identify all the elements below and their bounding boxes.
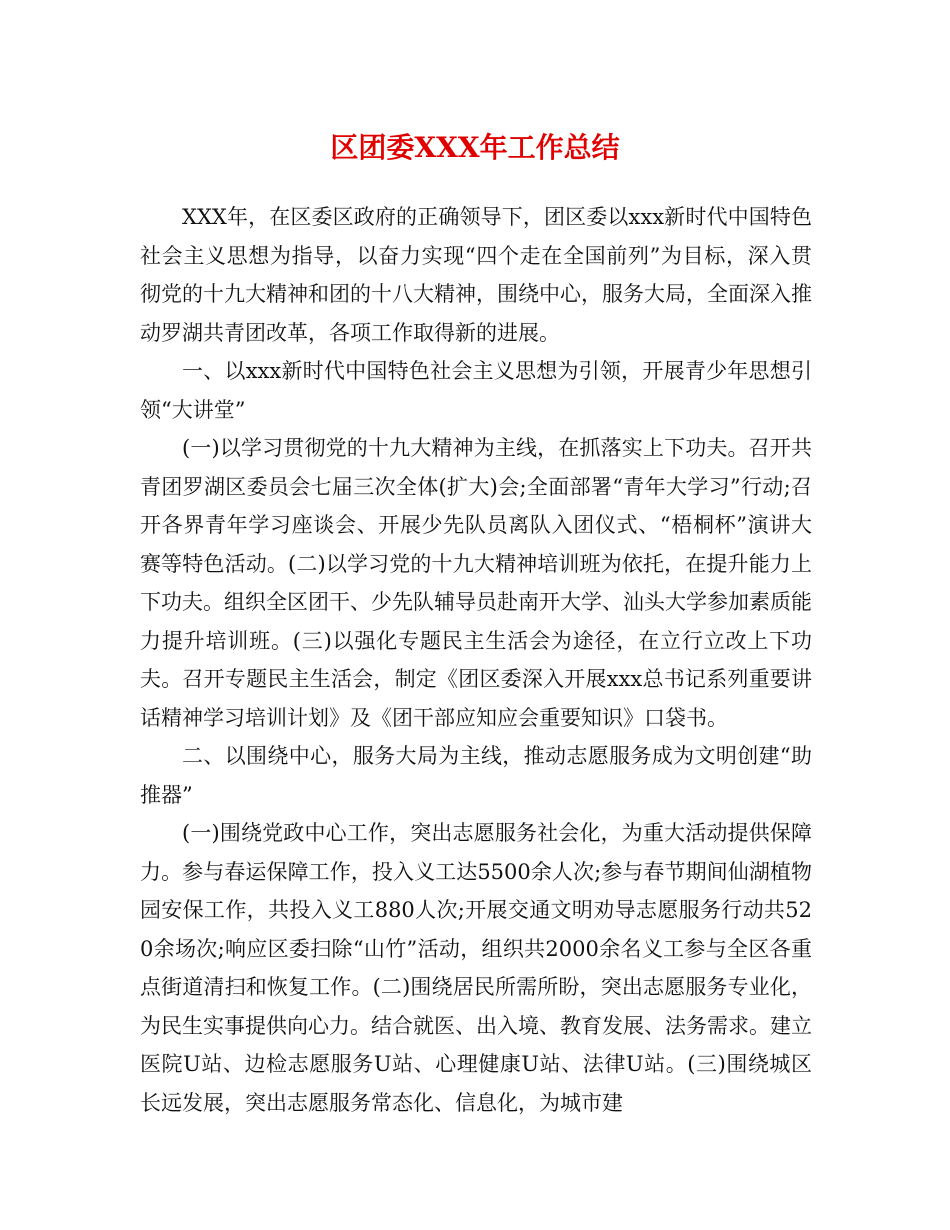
document-body xyxy=(140,198,812,1122)
section-heading-2: 二、以围绕中心，服务大局为主线，推动志愿服务成为文明创建“助推器” xyxy=(140,744,812,807)
document-title: 区团委XXX年工作总结 xyxy=(330,131,620,164)
section-heading-1: 一、以xxx新时代中国特色社会主义思想为引领，开展青少年思想引领“大讲堂” xyxy=(140,359,812,422)
paragraph-section-2: (一)围绕党政中心工作，突出志愿服务社会化，为重大活动提供保障力。参与春运保障工作，投入义工达5500余人次;参与春节期间仙湖植物园安保工作，共投入义工880人次;开展交通文明劝导志愿服务行动共520余场次;响应区委扫除“山竹”活动，组织共2000余名义工参与全区各重点街道清扫和恢复工作。(二)围绕居民所需所盼，突出志愿服务专业化，为民生实事提供向心力。结合就医、出入境、教育发展、法务需求。建立医院U站、边检志愿服务U站、心理健康U站、法律U站。(三)围绕城区长远发展，突出志愿服务常态化、信息化，为城市建 xyxy=(140,821,812,1115)
paragraph-intro: XXX年，在区委区政府的正确领导下，团区委以xxx新时代中国特色社会主义思想为指导，以奋力实现“四个走在全国前列”为目标，深入贯彻党的十九大精神和团的十八大精神，围绕中心，服务大局，全面深入推动罗湖共青团改革，各项工作取得新的进展。 xyxy=(140,205,812,345)
paragraph-section-1: (一)以学习贯彻党的十九大精神为主线，在抓落实上下功夫。召开共青团罗湖区委员会七届三次全体(扩大)会;全面部署“青年大学习”行动;召开各界青年学习座谈会、开展少先队员离队入团仪式、“梧桐杯”演讲大赛等特色活动。(二)以学习党的十九大精神培训班为依托，在提升能力上下功夫。组织全区团干、少先队辅导员赴南开大学、汕头大学参加素质能力提升培训班。(三)以强化专题民主生活会为途径，在立行立改上下功夫。召开专题民主生活会，制定《团区委深入开展xxx总书记系列重要讲话精神学习培训计划》及《团干部应知应会重要知识》口袋书。 xyxy=(140,436,812,730)
